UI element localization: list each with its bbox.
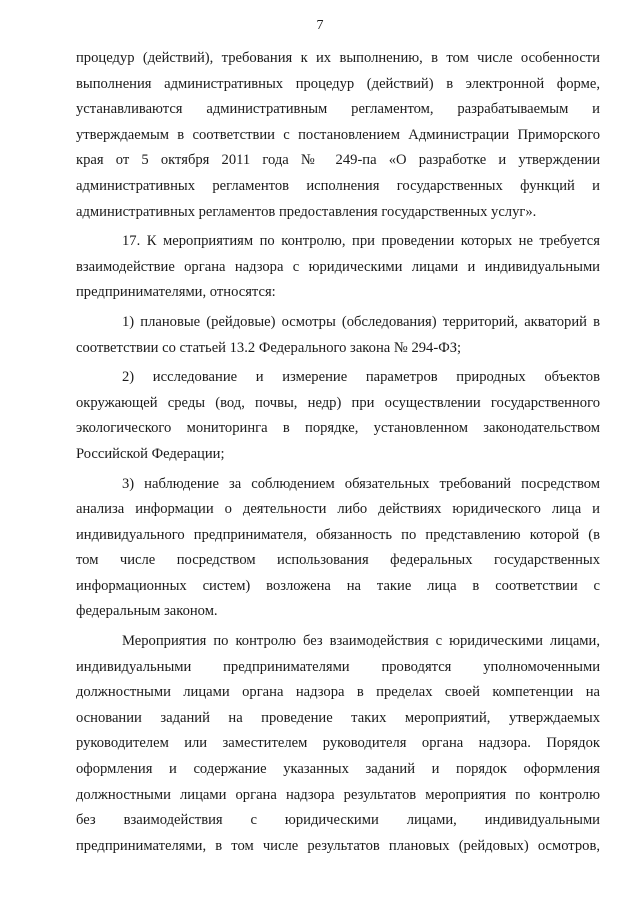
text-line: Российской Федерации;	[76, 445, 225, 462]
page-number: 7	[316, 18, 324, 33]
text-line: окружающей среды (вод, почвы, недр) при осуществлении государственного	[76, 394, 600, 411]
text-line: федеральным законом.	[76, 603, 218, 620]
text-line: Мероприятия по контролю без взаимодействия с юридическими лицами,	[122, 633, 600, 650]
text-line: края от 5 октября 2011 года № 249-па «О разработке и утверждении	[76, 152, 600, 169]
text-line: информационных систем) возложена на такие лица в соответствии с	[76, 577, 600, 594]
text-line: 1) плановые (рейдовые) осмотры (обследования) территорий, акваторий в	[122, 313, 600, 330]
text-line: анализа информации о деятельности либо действиях юридического лица и	[76, 501, 600, 518]
text-line: 2) исследование и измерение параметров природных объектов	[122, 369, 600, 386]
text-line: предпринимателями, в том числе результатов плановых (рейдовых) осмотров,	[76, 837, 600, 854]
text-line: процедур (действий), требования к их выполнению, в том числе особенности	[76, 50, 600, 66]
text-line: предпринимателями, относятся:	[76, 284, 276, 301]
paragraph	[76, 472, 600, 626]
text-line: 17. К мероприятиям по контролю, при проведении которых не требуется	[122, 233, 600, 250]
text-line: основании заданий на проведение таких мероприятий, утверждаемых	[76, 709, 600, 726]
paragraph	[76, 310, 600, 361]
paragraph	[76, 46, 600, 225]
text-line: устанавливаются административным регламентом, разрабатываемым и	[76, 101, 600, 118]
text-line: том числе посредством использования федеральных государственных	[76, 552, 600, 569]
text-line: должностными лицами органа надзора результатов мероприятия по контролю	[76, 786, 600, 803]
text-line: соответствии со статьей 13.2 Федерального закона № 294-ФЗ;	[76, 339, 462, 356]
text-line: должностными лицами органа надзора в пределах своей компетенции на	[76, 684, 600, 701]
text-line: индивидуальными предпринимателями проводятся уполномоченными	[76, 658, 600, 675]
text-line: утверждаемым в соответствии с постановлением Администрации Приморского	[76, 126, 600, 143]
text-line: 3) наблюдение за соблюдением обязательных требований посредством	[122, 475, 600, 492]
text-line: экологического мониторинга в порядке, установленном законодательством	[76, 420, 600, 437]
text-line: выполнения административных процедур (действий) в электронной форме,	[76, 75, 600, 92]
paragraph	[76, 629, 600, 859]
text-line: индивидуального предпринимателя, обязанность по представлению которой (в	[76, 526, 600, 543]
text-line: оформления и содержание указанных заданий и порядок оформления	[76, 761, 600, 778]
text-line: руководителем или заместителем руководителя органа надзора. Порядок	[76, 735, 600, 752]
text-line: взаимодействие органа надзора с юридическими лицами и индивидуальными	[76, 258, 600, 275]
text-line: административных регламентов предоставления государственных услуг».	[76, 203, 537, 220]
paragraph	[76, 365, 600, 467]
text-line: без взаимодействия с юридическими лицами, индивидуальными	[76, 812, 600, 829]
paragraph	[76, 229, 600, 306]
text-line: административных регламентов исполнения государственных функций и	[76, 177, 600, 194]
document-body	[76, 46, 600, 859]
